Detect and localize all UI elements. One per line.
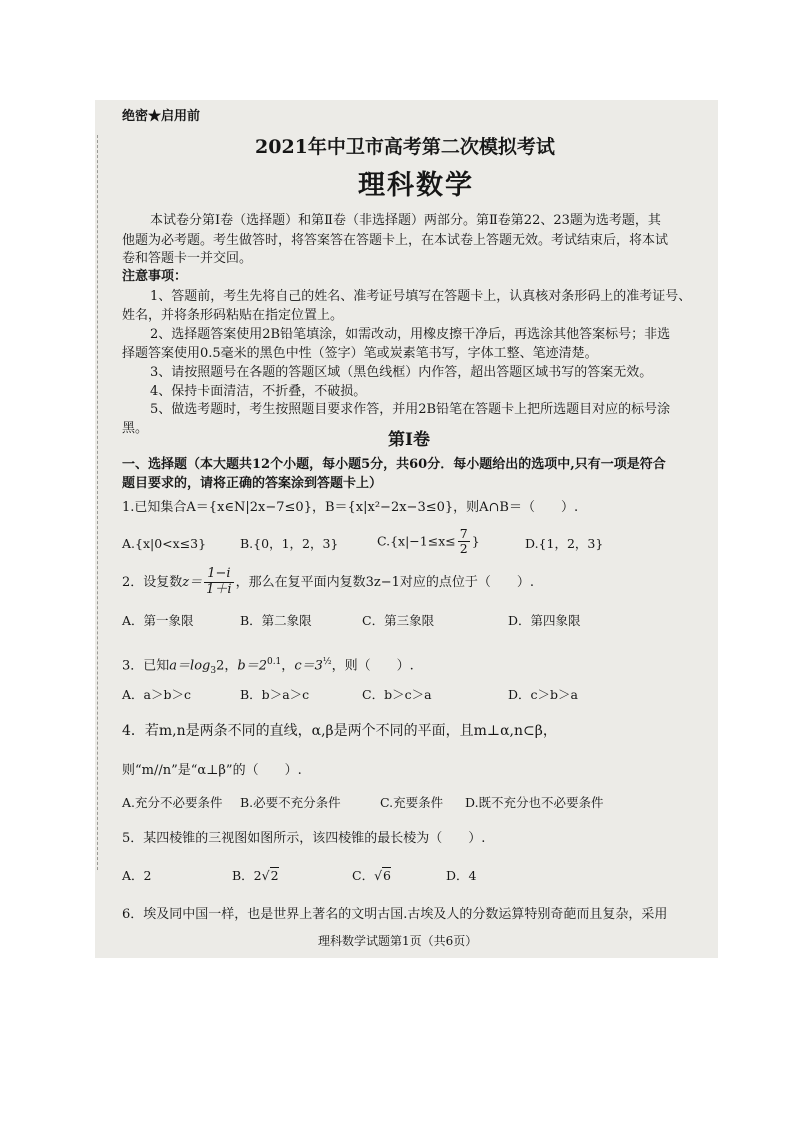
q3-prefix: 3．已知 [122, 658, 170, 674]
q1-option-b: B.{0，1，2，3} [240, 536, 339, 551]
q5-option-c-radicand: 6 [383, 868, 391, 883]
q4-line-1: 4．若m,n是两条不同的直线，α,β是两个不同的平面，且m⊥α,n⊂β， [122, 723, 557, 739]
q3-option-b: B．b＞a＞c [240, 687, 310, 702]
note-5b: 黑。 [122, 421, 149, 436]
q3-a-base: 3 [210, 665, 217, 676]
q2-stem [122, 567, 534, 598]
q6-line-1: 6．埃及同中国一样，也是世界上著名的文明古国.古埃及人的分数运算特别奇葩而且复杂，采用 [122, 907, 668, 922]
q2-option-c: C．第三象限 [362, 613, 435, 628]
q2-fraction [204, 567, 233, 598]
q2-denominator: 1＋i [206, 581, 232, 597]
q5-option-b-radicand: 2 [270, 868, 279, 883]
q1-option-d: D.{1，2，3} [525, 536, 604, 551]
volume-title: 第Ⅰ卷 [388, 430, 430, 450]
exam-title: 2021年中卫市高考第二次模拟考试 [255, 136, 555, 158]
q4-option-c: C.充要条件 [380, 795, 444, 810]
intro-line-3: 卷和答题卡一并交回。 [122, 251, 253, 266]
q2-option-b: B．第二象限 [240, 613, 312, 628]
q5-option-c-prefix: C． [352, 868, 375, 883]
q2-suffix: ，那么在复平面内复数3z−1对应的点位于（ ）. [235, 574, 534, 590]
intro-line-2: 他题为必考题。考生做答时，将答案答在答题卡上，在本试卷上答题无效。考试结束后，将本试 [122, 233, 669, 248]
q5-option-c: C．√6 [352, 868, 391, 883]
section-1-line-1: 一、选择题（本大题共12个小题，每小题5分，共60分．每小题给出的选项中,只有一项是符合 [122, 457, 666, 472]
intro-line-1: 本试卷分第Ⅰ卷（选择题）和第Ⅱ卷（非选择题）两部分。第Ⅱ卷第22、23题为选考题，其 [150, 213, 661, 228]
note-4: 4、保持卡面清洁，不折叠，不破损。 [150, 384, 367, 399]
q3-tail: ，则（ ）. [331, 658, 414, 674]
q5-option-b-prefix: B．2 [232, 868, 262, 883]
q3-c-expr: c＝3 [294, 658, 323, 674]
q2-variable: z＝ [182, 574, 203, 590]
q3-option-d: D．c＞b＞a [508, 687, 578, 702]
q5-option-d: D．4 [446, 868, 477, 883]
q1-c-numerator: 7 [459, 526, 468, 541]
q3-b-expr: b＝2 [237, 658, 267, 674]
subject-title: 理科数学 [358, 170, 474, 201]
page-footer: 理科数学试题第1页（共6页） [318, 934, 478, 948]
q2-prefix: 2．设复数 [122, 574, 183, 590]
q1-option-c-fraction [458, 527, 470, 557]
q1-option-c-suffix: } [471, 533, 480, 549]
q4-option-d: D.既不充分也不必要条件 [465, 795, 604, 810]
note-2b: 择题答案使用0.5毫米的黑色中性（签字）笔或炭素笔书写，字体工整、笔迹清楚。 [122, 346, 598, 361]
q3-stem: 3．已知$a=\log_32$，$b=2^{0.1}$，$c=3^{\frac{1}{2}}$，则（ ）. [122, 657, 414, 676]
q5-option-b: B．2√2 [232, 868, 279, 883]
section-1-line-2: 题目要求的，请将正确的答案涂到答题卡上） [122, 476, 383, 491]
q3-option-a: A．a＞b＞c [122, 687, 191, 702]
q3-option-c: C．b＞c＞a [362, 687, 432, 702]
q4-line-2: 则“m//n”是“α⊥β”的（ ）. [122, 763, 302, 778]
q1-stem: 1.已知集合A＝{x∈N|2x−7≤0}，B＝{x|x²−2x−3≤0}，则A∩B＝（ ）. [122, 500, 579, 515]
note-2a: 2、选择题答案使用2B铅笔填涂，如需改动，用橡皮擦干净后，再选涂其他答案标号；非选 [150, 327, 671, 342]
q3-c-exp: ½ [322, 657, 332, 667]
note-3: 3、请按照题号在各题的答题区域（黑色线框）内作答，超出答题区域书写的答案无效。 [150, 365, 653, 380]
note-1a: 1、答题前，考生先将自己的姓名、准考证号填写在答题卡上，认真核对条形码上的准考证号、 [150, 289, 692, 304]
q1-option-c-prefix: C.{x|−1≤x≤ [377, 533, 456, 549]
q2-numerator: 1−i [204, 567, 233, 583]
q1-option-c [377, 527, 480, 557]
secret-mark: 绝密★启用前 [122, 109, 201, 124]
q2-option-d: D．第四象限 [508, 613, 581, 628]
q3-a-arg: 2 [216, 658, 225, 674]
note-1b: 姓名，并将条形码粘贴在指定位置上。 [122, 308, 344, 323]
q3-a-expr: a＝log [169, 658, 211, 674]
q1-c-denominator: 2 [459, 541, 468, 557]
q1-option-a: A.{x|0<x≤3} [122, 536, 207, 551]
q5-option-a: A．2 [122, 868, 152, 883]
note-5a: 5、做选考题时，考生按照题目要求作答，并用2B铅笔在答题卡上把所选题目对应的标号涂 [150, 402, 671, 417]
notes-heading: 注意事项： [122, 269, 188, 284]
q5-stem: 5．某四棱锥的三视图如图所示，该四棱锥的最长棱为（ ）. [122, 831, 486, 846]
q4-option-b: B.必要不充分条件 [240, 795, 341, 810]
q3-b-exp: 0.1 [266, 657, 282, 667]
q2-option-a: A．第一象限 [122, 613, 194, 628]
q4-option-a: A.充分不必要条件 [122, 795, 223, 810]
binding-line [97, 135, 98, 870]
